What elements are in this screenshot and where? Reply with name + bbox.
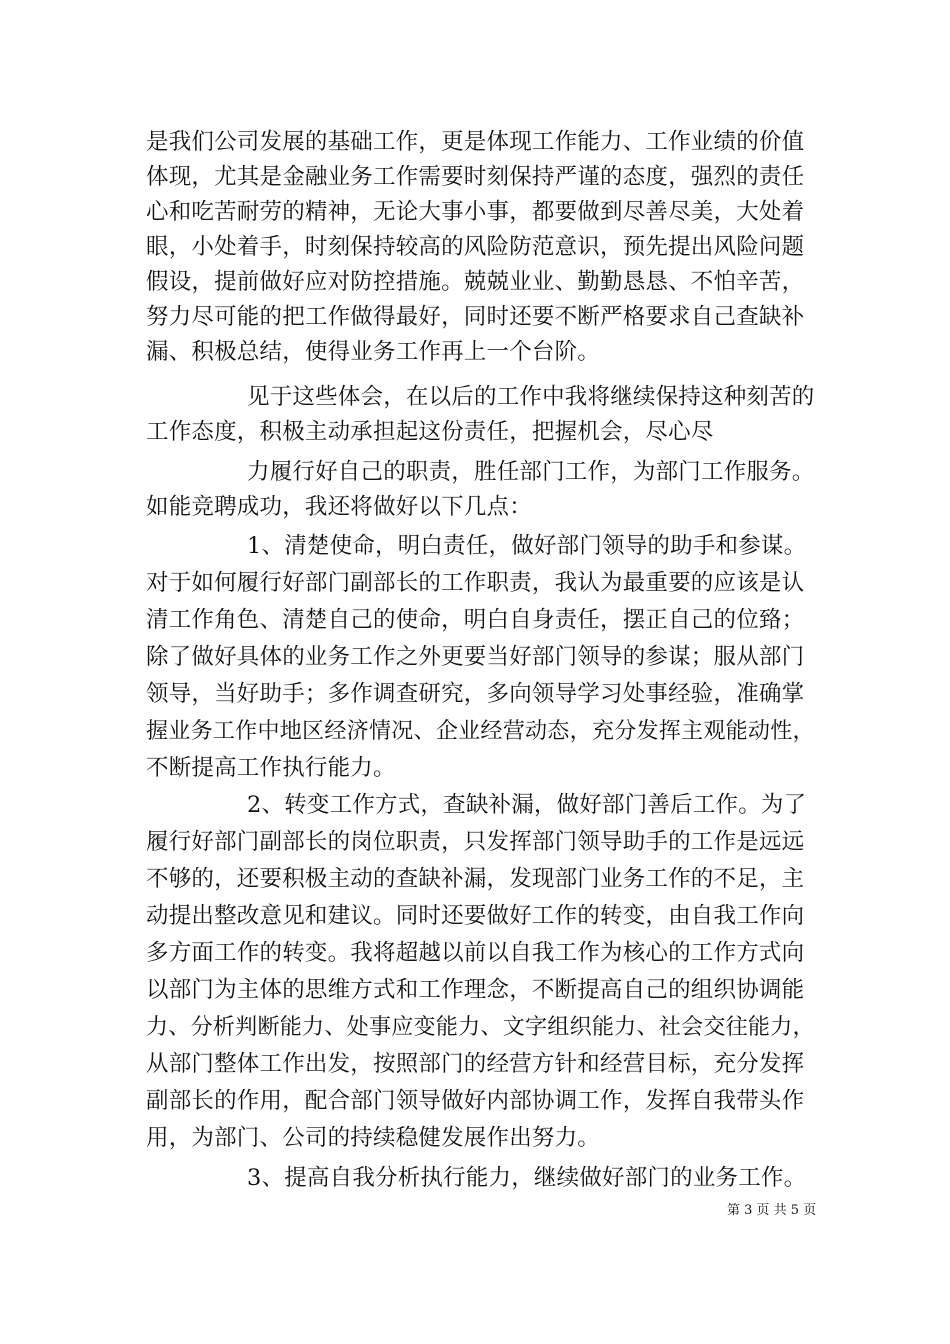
text-line: 力、分析判断能力、处事应变能力、文字组织能力、社会交往能力，: [146, 1014, 815, 1040]
text-line: 如能竞聘成功，我还将做好以下几点：: [146, 494, 532, 520]
text-line: 除了做好具体的业务工作之外更要当好部门领导的参谋；服从部门: [146, 644, 805, 670]
text-line: 3、提高自我分析执行能力，继续做好部门的业务工作。: [247, 1165, 807, 1191]
text-line: 副部长的作用，配合部门领导做好内部协调工作，发挥自我带头作: [146, 1088, 805, 1114]
text-line: 是我们公司发展的基础工作，更是体现工作能力、工作业绩的价值: [146, 129, 805, 155]
text-line: 漏、积极总结，使得业务工作再上一个台阶。: [146, 339, 601, 365]
text-line: 清工作角色、清楚自己的使命，明白自身责任，摆正自己的位臵；: [146, 607, 805, 633]
text-line: 努力尽可能的把工作做得最好，同时还要不断严格要求自己查缺补: [146, 304, 805, 330]
page-number-footer: 第 3 页 共 5 页: [727, 1203, 817, 1218]
text-line: 以部门为主体的思维方式和工作理念，不断提高自己的组织协调能: [146, 977, 805, 1003]
text-line: 对于如何履行好部门副部长的工作职责，我认为最重要的应该是认: [146, 570, 805, 596]
text-line: 力履行好自己的职责，胜任部门工作，为部门工作服务。: [247, 459, 815, 485]
text-line: 体现，尤其是金融业务工作需要时刻保持严谨的态度，强烈的责任: [146, 164, 805, 190]
text-line: 1、清楚使命，明白责任，做好部门领导的助手和参谋。: [247, 533, 807, 559]
text-line: 领导，当好助手；多作调查研究，多向领导学习处事经验，准确掌: [146, 681, 805, 707]
text-line: 多方面工作的转变。我将超越以前以自我工作为核心的工作方式向: [146, 940, 805, 966]
text-line: 握业务工作中地区经济情况、企业经营动态，充分发挥主观能动性，: [146, 718, 815, 744]
text-line: 假设，提前做好应对防控措施。兢兢业业、勤勤恳恳、不怕辛苦，: [146, 269, 805, 295]
text-line: 履行好部门副部长的岗位职责，只发挥部门领导助手的工作是远远: [146, 829, 805, 855]
text-line: 2、转变工作方式，查缺补漏，做好部门善后工作。为了: [247, 792, 807, 818]
text-line: 见于这些体会，在以后的工作中我将继续保持这种刻苦的: [247, 384, 815, 410]
text-line: 动提出整改意见和建议。同时还要做好工作的转变，由自我工作向: [146, 903, 805, 929]
text-line: 工作态度，积极主动承担起这份责任，把握机会，尽心尽: [146, 419, 714, 445]
text-line: 心和吃苦耐劳的精神，无论大事小事，都要做到尽善尽美，大处着: [146, 199, 805, 225]
text-line: 眼，小处着手，时刻保持较高的风险防范意识，预先提出风险问题: [146, 234, 805, 260]
text-line: 用，为部门、公司的持续稳健发展作出努力。: [146, 1125, 601, 1151]
text-line: 从部门整体工作出发，按照部门的经营方针和经营目标，充分发挥: [146, 1051, 805, 1077]
text-line: 不够的，还要积极主动的查缺补漏，发现部门业务工作的不足，主: [146, 866, 805, 892]
text-line: 不断提高工作执行能力。: [146, 755, 396, 781]
